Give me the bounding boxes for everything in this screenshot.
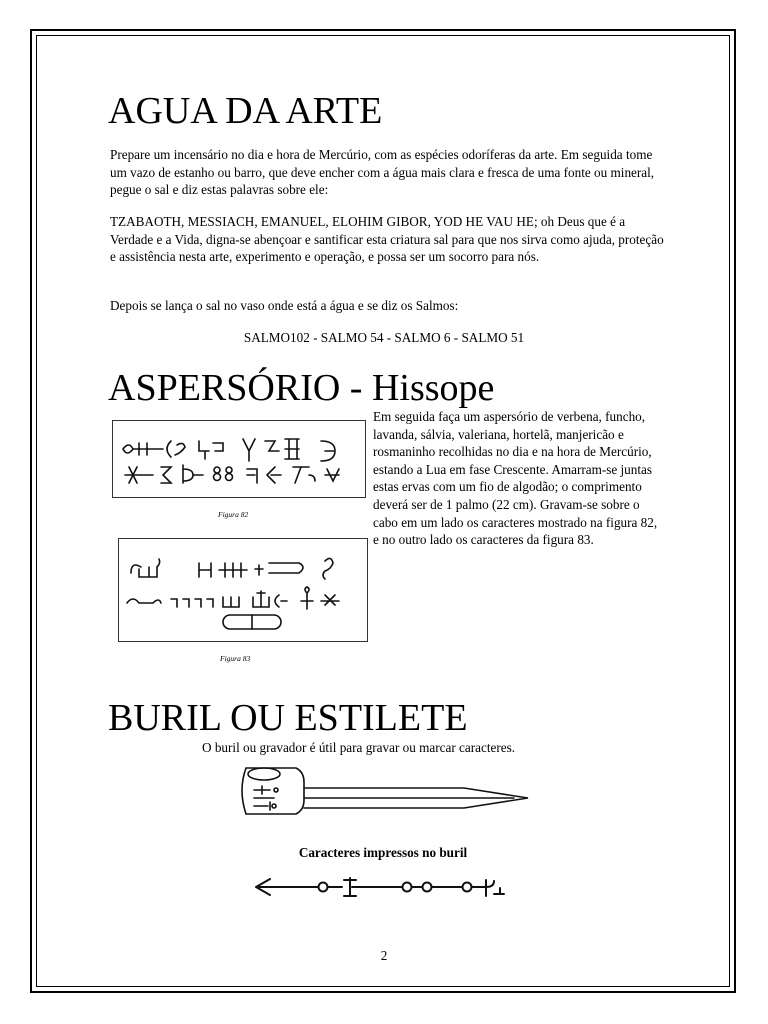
agua-paragraph-2: TZABAOTH, MESSIACH, EMANUEL, ELOHIM GIBOR, YOD HE VAU HE; oh Deus que é a Verdade e a Vida, digna-se abençoar e santificar esta criatura sal para que nos sirva como ajuda, proteção e assistência nesta arte, experimento e operação, e possa ser um socorro para nós. xyxy=(110,214,664,265)
figure-82-seal-characters xyxy=(112,420,366,498)
title-buril-ou-estilete: BURIL OU ESTILETE xyxy=(108,697,468,739)
aspersorio-text: Em seguida faça um aspersório de verbena, funcho, lavanda, sálvia, valeriana, hortelã, manjericão e rosmaninho recolhidas no dia e na hora de Mercúrio, estando a Lua em fase Crescente. Amarram-se juntas estas ervas com um fio de algodão; o comprimento deverá ser de 1 palmo (22 cm). Gravam-se sobre o cabo em um lado os caracteres mostrado na figura 82, e no outro lado os caracteres da figura 83. xyxy=(373,409,658,548)
chars-heading: Caracteres impressos no buril xyxy=(298,845,468,860)
figure-83-seal-characters xyxy=(118,538,368,642)
agua-paragraph-1: Prepare um incensário no dia e hora de Mercúrio, com as espécies odoríferas da arte. Em seguida tome um vazo de estanho ou barro, que deve encher com a água mais clara e fresca de uma fonte ou mineral, pegue o sal e diz estas palavras sobre ele: xyxy=(110,147,655,198)
title-aspersorio: ASPERSÓRIO - Hissope xyxy=(108,367,495,409)
title-agua-da-arte: AGUA DA ARTE xyxy=(108,90,383,132)
page-number: 2 xyxy=(380,948,388,963)
figure-82-caption: Figura 82 xyxy=(218,510,249,519)
figure-83-glyphs xyxy=(119,539,367,641)
psalms-line: SALMO102 - SALMO 54 - SALMO 6 - SALMO 51 xyxy=(243,330,525,345)
buril-text: O buril ou gravador é útil para gravar ou marcar caracteres. xyxy=(202,740,516,755)
buril-characters-row xyxy=(250,872,520,904)
figure-83-caption: Figura 83 xyxy=(220,654,251,663)
agua-paragraph-3: Depois se lança o sal no vaso onde está a água e se diz os Salmos: xyxy=(110,298,459,313)
figure-82-glyphs xyxy=(113,421,365,497)
engraving-tool-illustration xyxy=(232,760,532,822)
